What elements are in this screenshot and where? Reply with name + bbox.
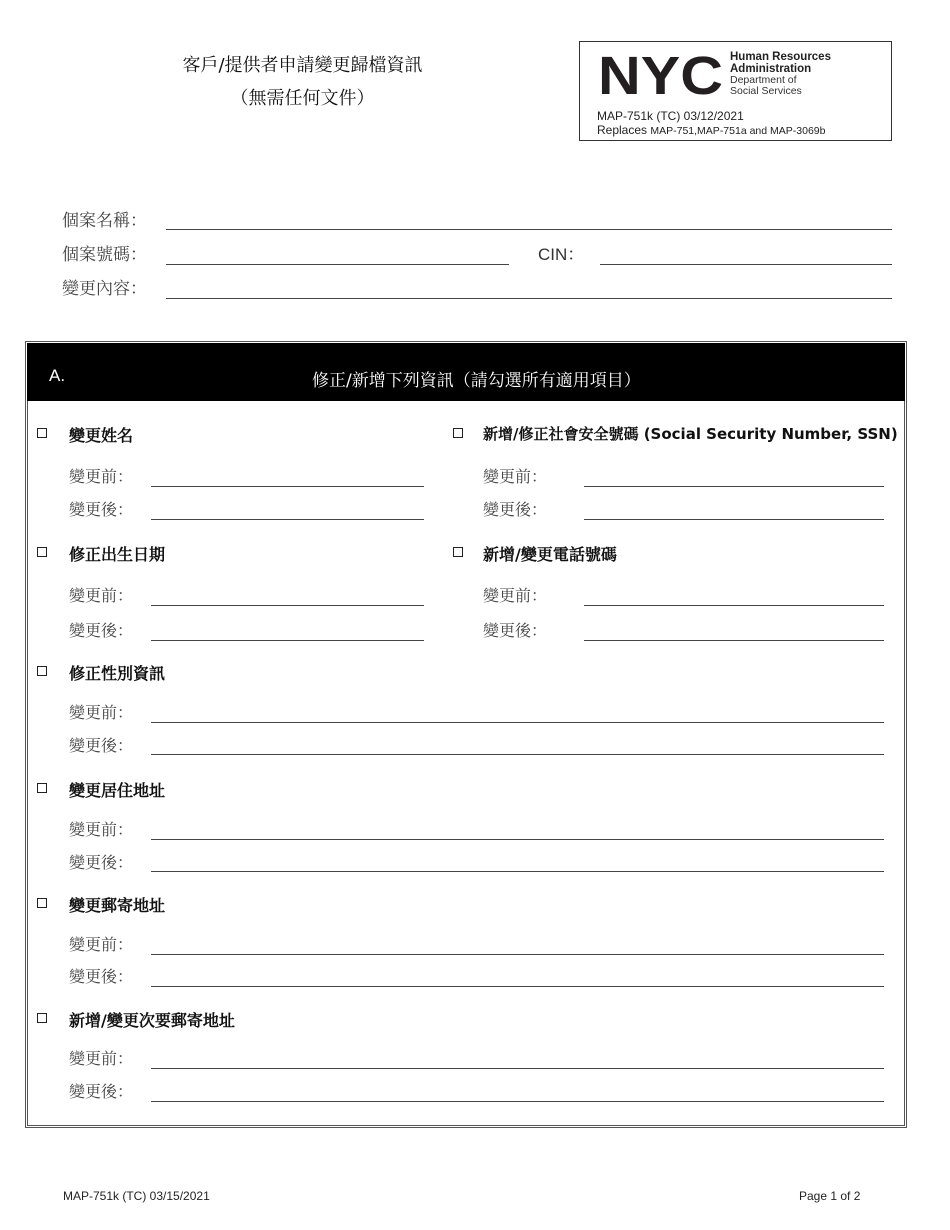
residence-checkbox[interactable] <box>37 783 47 793</box>
cin-label: CIN： <box>538 245 585 264</box>
form-subtitle: （無需任何文件） <box>230 88 375 109</box>
ssn-label: 新增/修正社會安全號碼 (Social Security Number, SSN) <box>483 425 898 443</box>
phone-checkbox[interactable] <box>453 547 463 557</box>
dob-after-label: 變更後： <box>69 621 134 640</box>
replaces-note <box>597 123 825 137</box>
mailing-before-field[interactable] <box>151 954 884 955</box>
mailing-label: 變更郵寄地址 <box>69 896 166 915</box>
form-title: 客戶/提供者申請變更歸檔資訊 <box>182 55 423 76</box>
change-name-label: 變更姓名 <box>69 426 134 445</box>
ssn-before-label: 變更前： <box>483 467 548 486</box>
case-name-label: 個案名稱： <box>62 211 147 231</box>
phone-label: 新增/變更電話號碼 <box>483 545 617 564</box>
mailing-after-label: 變更後： <box>69 967 134 986</box>
nyc-logo-icon <box>598 52 723 96</box>
gender-before-field[interactable] <box>151 722 884 723</box>
secondary-mailing-checkbox[interactable] <box>37 1013 47 1023</box>
change-content-field[interactable] <box>166 298 892 299</box>
agency-logo-box <box>579 41 892 141</box>
department-line-1: Department of <box>730 74 797 86</box>
ssn-after-label: 變更後： <box>483 500 548 519</box>
secondary-mailing-before-field[interactable] <box>151 1068 884 1069</box>
footer-page-number: Page 1 of 2 <box>799 1189 861 1203</box>
gender-checkbox[interactable] <box>37 666 47 676</box>
footer-form-number: MAP-751k (TC) 03/15/2021 <box>63 1189 210 1203</box>
gender-label: 修正性別資訊 <box>69 664 166 683</box>
replaces-label: Replaces <box>597 123 648 137</box>
phone-before-field[interactable] <box>584 605 884 606</box>
nyc-logo-text: NYC <box>598 52 723 96</box>
gender-before-label: 變更前： <box>69 703 134 722</box>
ssn-after-field[interactable] <box>584 519 884 520</box>
secondary-mailing-after-label: 變更後： <box>69 1082 134 1101</box>
dob-before-field[interactable] <box>151 605 424 606</box>
agency-name <box>730 51 831 75</box>
change-name-before-field[interactable] <box>151 486 424 487</box>
residence-label: 變更居住地址 <box>69 781 166 800</box>
residence-before-label: 變更前： <box>69 820 134 839</box>
residence-after-field[interactable] <box>151 871 884 872</box>
ssn-before-field[interactable] <box>584 486 884 487</box>
change-name-after-field[interactable] <box>151 519 424 520</box>
dob-after-field[interactable] <box>151 640 424 641</box>
replaces-forms: MAP-751,MAP-751a and MAP-3069b <box>650 125 826 137</box>
change-name-checkbox[interactable] <box>37 428 47 438</box>
gender-after-label: 變更後： <box>69 736 134 755</box>
phone-after-field[interactable] <box>584 640 884 641</box>
case-number-field[interactable] <box>166 264 509 265</box>
agency-line-2: Administration <box>730 63 812 75</box>
secondary-mailing-label: 新增/變更次要郵寄地址 <box>69 1011 235 1030</box>
mailing-after-field[interactable] <box>151 986 884 987</box>
cin-field[interactable] <box>600 264 892 265</box>
department-line-2: Social Services <box>730 85 802 97</box>
mailing-before-label: 變更前： <box>69 935 134 954</box>
mailing-checkbox[interactable] <box>37 898 47 908</box>
section-a-title: 修正/新增下列資訊（請勾選所有適用項目） <box>312 371 641 391</box>
residence-before-field[interactable] <box>151 839 884 840</box>
ssn-checkbox[interactable] <box>453 428 463 438</box>
change-name-after-label: 變更後： <box>69 500 134 519</box>
case-number-label: 個案號碼： <box>62 245 147 265</box>
change-name-before-label: 變更前： <box>69 467 134 486</box>
secondary-mailing-before-label: 變更前： <box>69 1049 134 1068</box>
department-name <box>730 75 802 97</box>
header-form-number: MAP-751k (TC) 03/12/2021 <box>597 109 744 123</box>
dob-label: 修正出生日期 <box>69 545 166 564</box>
section-a-letter: A. <box>49 366 66 385</box>
case-name-field[interactable] <box>166 229 892 230</box>
dob-before-label: 變更前： <box>69 586 134 605</box>
residence-after-label: 變更後： <box>69 853 134 872</box>
gender-after-field[interactable] <box>151 754 884 755</box>
dob-checkbox[interactable] <box>37 547 47 557</box>
agency-line-1: Human Resources <box>730 51 831 63</box>
phone-before-label: 變更前： <box>483 586 548 605</box>
secondary-mailing-after-field[interactable] <box>151 1101 884 1102</box>
phone-after-label: 變更後： <box>483 621 548 640</box>
change-content-label: 變更內容： <box>62 279 147 299</box>
